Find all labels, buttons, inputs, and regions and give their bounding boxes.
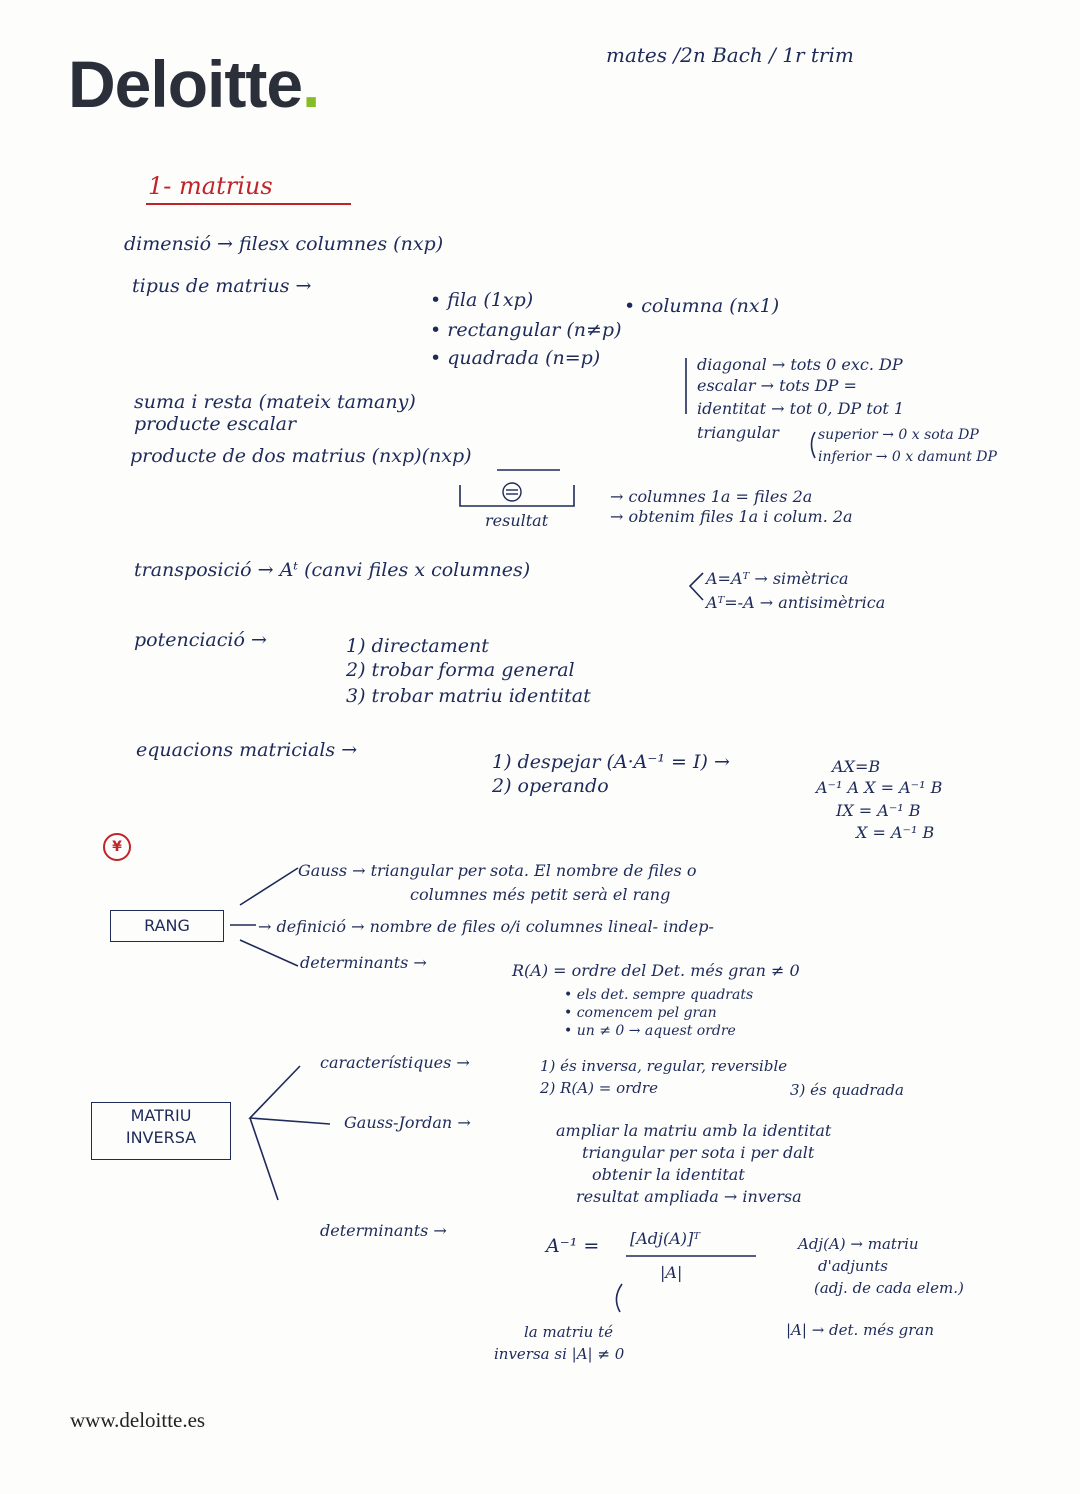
inversa-formula-denominator: |A| (660, 1263, 683, 1282)
producte-bracket (460, 485, 574, 506)
suma-resta: suma i resta (mateix tamany) (134, 391, 416, 413)
equacions-2: 2) operando (492, 775, 609, 797)
quad-triangular: triangular (697, 423, 779, 442)
inversa-caracteristiques: característiques → (320, 1053, 470, 1072)
dimensio-line: dimensió → filesx columnes (nxp) (124, 233, 444, 255)
tipus-rectangular: • rectangular (n≠p) (430, 319, 622, 341)
inversa-branches (250, 1066, 330, 1200)
tri-superior: superior → 0 x sota DP (818, 427, 979, 443)
inversa-car-1: 1) és inversa, regular, reversible (540, 1057, 788, 1075)
inversa-box-line-1: MATRIU (130, 1106, 192, 1125)
inversa-adj-1: Adj(A) → matriu (798, 1235, 919, 1253)
equacions-label: equacions matricials → (136, 739, 358, 761)
inversa-gj-4: resultat ampliada → inversa (576, 1187, 802, 1206)
deloitte-logo: Deloitte. (68, 47, 320, 121)
eq-step-4: X = A⁻¹ B (856, 823, 935, 842)
eq-step-2: A⁻¹ A X = A⁻¹ B (816, 778, 943, 797)
inversa-gj-3: obtenir la identitat (592, 1165, 745, 1184)
rang-det-b2: • comencem pel gran (564, 1005, 717, 1021)
potenciacio-1: 1) directament (346, 635, 489, 657)
equacions-1: 1) despejar (A·A⁻¹ = I) → (492, 751, 730, 773)
rang-box: RANG (110, 910, 224, 942)
inversa-gj-1: ampliar la matriu amb la identitat (556, 1121, 832, 1140)
inversa-formula-lhs: A⁻¹ = (546, 1235, 600, 1257)
equals-circle-icon (503, 483, 521, 501)
potenciacio-3: 3) trobar matriu identitat (346, 685, 591, 707)
rang-gauss-2: columnes més petit serà el rang (410, 885, 671, 904)
quad-diagonal: diagonal → tots 0 exc. DP (697, 355, 903, 374)
tipus-columna: • columna (nx1) (624, 295, 780, 317)
inversa-adj-2: d'adjunts (818, 1257, 888, 1275)
rang-det-rule: R(A) = ordre del Det. més gran ≠ 0 (512, 961, 800, 980)
rang-det-b1: • els det. sempre quadrats (564, 987, 754, 1003)
eq-step-3: IX = A⁻¹ B (836, 801, 921, 820)
footer-url: www.deloitte.es (70, 1408, 206, 1432)
rang-determinants: determinants → (300, 953, 427, 972)
transposicio-chevron (690, 573, 703, 600)
condicio-producte-2: → obtenim files 1a i colum. 2a (610, 507, 853, 526)
tipus-label: tipus de matrius → (132, 275, 312, 297)
producte-dos-matrius: producte de dos matrius (nxp)(nxp) (130, 445, 472, 467)
inversa-box-line-2: INVERSA (125, 1128, 197, 1147)
section-title: 1- matrius (148, 172, 273, 200)
inversa-det-note: |A| → det. més gran (786, 1321, 935, 1339)
inversa-cond-1: la matriu té (524, 1323, 614, 1341)
inversa-adj-3: (adj. de cada elem.) (814, 1279, 964, 1297)
eq-step-1: AX=B (832, 757, 881, 776)
transposicio: transposició → Aᵗ (canvi files x columnes) (134, 559, 531, 581)
inversa-gj-2: triangular per sota i per dalt (582, 1143, 815, 1162)
formula-curl (616, 1284, 622, 1312)
antisimetrica: Aᵀ=-A → antisimètrica (706, 593, 886, 612)
inversa-gauss-jordan: Gauss-Jordan → (344, 1113, 471, 1132)
red-marker-icon: ¥ (103, 833, 131, 861)
rang-gauss: Gauss → triangular per sota. El nombre de files o (298, 861, 697, 880)
resultat-label: resultat (485, 511, 549, 530)
quad-identitat: identitat → tot 0, DP tot 1 (697, 399, 905, 418)
triangular-brace (812, 432, 816, 458)
rang-branches (240, 868, 298, 966)
inversa-car-2: 2) R(A) = ordre (540, 1079, 658, 1097)
rang-definicio: → definició → nombre de files o/i columnes lineal- indep- (258, 917, 714, 936)
course-header: mates /2n Bach / 1r trim (606, 43, 854, 67)
condicio-producte-1: → columnes 1a = files 2a (610, 487, 813, 506)
tipus-fila: • fila (1xp) (430, 289, 534, 311)
potenciacio-label: potenciació → (134, 629, 267, 651)
rang-det-b3: • un ≠ 0 → aquest ordre (564, 1023, 736, 1039)
simetrica: A=Aᵀ → simètrica (706, 569, 849, 588)
inversa-car-3: 3) és quadrada (790, 1081, 904, 1099)
tri-inferior: inferior → 0 x damunt DP (818, 449, 997, 465)
producte-escalar: producte escalar (134, 413, 297, 435)
tipus-quadrada: • quadrada (n=p) (430, 347, 601, 369)
potenciacio-2: 2) trobar forma general (346, 659, 575, 681)
inversa-cond-2: inversa si |A| ≠ 0 (494, 1345, 625, 1363)
quad-escalar: escalar → tots DP = (697, 376, 857, 395)
inversa-determinants: determinants → (320, 1221, 447, 1240)
inversa-formula-numerator: [Adj(A)]ᵀ (630, 1229, 700, 1248)
